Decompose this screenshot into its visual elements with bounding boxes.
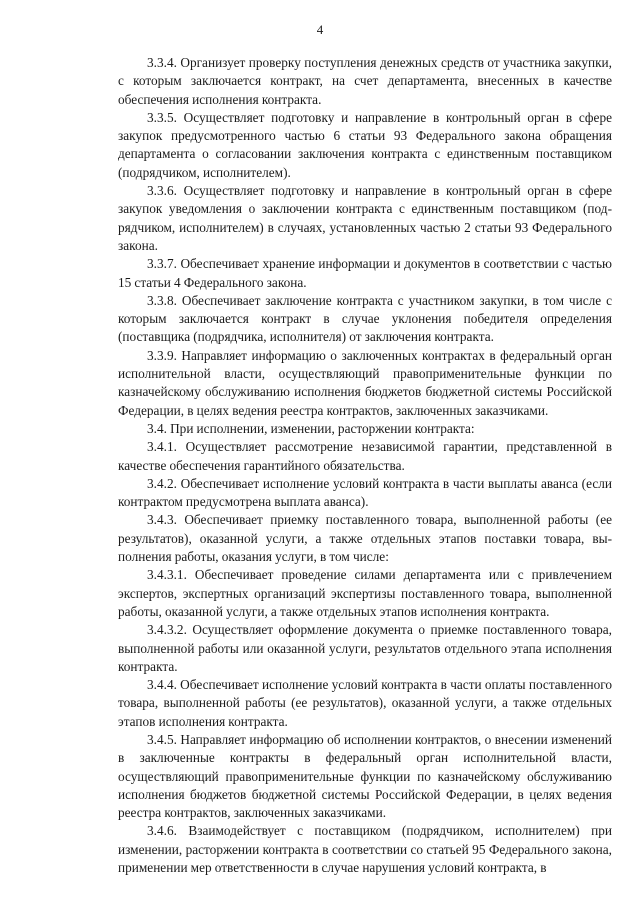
- paragraph-3-3-9: 3.3.9. Направляет информацию о заключенных контрактах в федеральный орган исполнительной власти, осуществляющий правоприменительные функции по казначейскому обслуживанию исполнения бюджетов бюджетной системы Российской Федерации, в целях ведения реестра контрактов, заключенных заказчиками.: [118, 347, 612, 418]
- paragraph-3-3-4: 3.3.4. Организует проверку поступления денежных средств от участника закупки, с которым заключается контракт, на счет департамента, внесенных в качестве обеспечения исполнения контракта.: [118, 55, 612, 107]
- paragraph-3-4-2: 3.4.2. Обеспечивает исполнение условий контракта в части выплаты аванса (если контрактом предусмотрена выплата аванса).: [118, 475, 612, 510]
- paragraph-3-4-1: 3.4.1. Осуществляет рассмотрение независимой гарантии, представленной в качестве обеспечения гарантийного обязательства.: [118, 439, 612, 473]
- paragraph-3-3-5: 3.3.5. Осуществляет подготовку и направление в контрольный орган в сфере закупок предусмотренного частью 6 статьи 93 Федерального закона обращения департамента о согласовании заключения контракта с единственным поставщиком (подрядчиком, исполнителем).: [118, 109, 612, 180]
- paragraph-3-4-4: 3.4.4. Обеспечивает исполнение условий контракта в части оплаты поставленного товара, выполненной работы (ее результатов), оказанной услуги, а также отдельных этапов исполнения контракта.: [118, 677, 612, 729]
- paragraph-3-4-6: 3.4.6. Взаимодействует с поставщиком (подрядчиком, исполнителем) при изменении, расторжении контракта в соответствии со статьей 95 Федерального закона, применении мер ответственности в случае нарушения условий контракта, в: [118, 823, 612, 876]
- paragraph-3-4-3-2: 3.4.3.2. Осуществляет оформление документа о приемке поставленного товара, выполненной работы или оказанной услуги, результатов отдельного этапа исполнения контракта.: [118, 622, 612, 674]
- paragraph-3-4: 3.4. При исполнении, изменении, расторжении контракта:: [147, 420, 475, 436]
- paragraph-3-3-7: 3.3.7. Обеспечивает хранение информации и документов в соответствии с частью 15 статьи 4 Федерального закона.: [118, 256, 612, 290]
- paragraph-3-3-6: 3.3.6. Осуществляет подготовку и направление в контрольный орган в сфере закупок уведомления о заключении контракта с единственным поставщиком (подрядчиком, исполнителем) в случаях, установленных частью 2 статьи 93 Федерального закона.: [118, 183, 612, 253]
- page-number: 4: [316, 22, 324, 37]
- paragraph-3-3-8: 3.3.8. Обеспечивает заключение контракта с участником закупки, в том числе с которым заключается контракт в случае уклонения победителя определения (поставщика (подрядчика, исполнителя) от заключения контракта.: [118, 292, 612, 345]
- paragraph-3-4-3-1: 3.4.3.1. Обеспечивает проведение силами департамента или с привлечением экспертов, экспертных организаций экспертизы поставленного товара, выполненной работы, оказанной услуги, а также отдельных этапов исполнения контракта.: [118, 567, 612, 619]
- paragraph-3-4-5: 3.4.5. Направляет информацию об исполнении контрактов, о внесении изменений в заключенные контракты в федеральный орган исполнительной власти, осуществляющий правоприменительные функции по казначейскому обслуживанию исполнения бюджетов бюджетной системы Российской Федерации, в целях ведения реестра контрактов, заключенных заказчиками.: [118, 731, 612, 821]
- paragraph-3-4-3: 3.4.3. Обеспечивает приемку поставленного товара, выполненной работы (ее результатов), оказанной услуги, а также отдельных этапов поставки товара, выполнения работы, оказания услуги, в том числе:: [118, 512, 612, 565]
- document-body: [118, 54, 612, 877]
